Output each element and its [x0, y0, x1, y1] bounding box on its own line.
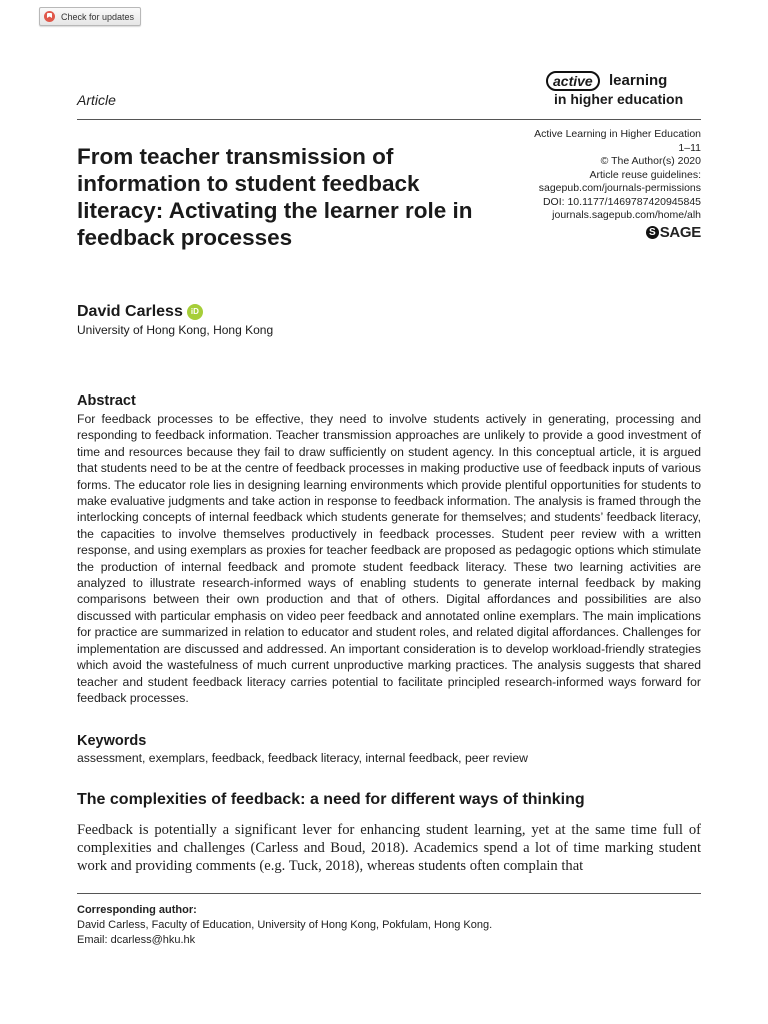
- journal-logo-line2: in higher education: [554, 91, 684, 107]
- check-for-updates-label: Check for updates: [61, 11, 135, 22]
- reuse-link[interactable]: sagepub.com/journals-permissions: [538, 182, 701, 194]
- publisher-logo: [534, 223, 701, 241]
- doi-link[interactable]: DOI: 10.1177/1469787420945845: [542, 195, 701, 208]
- article-metadata: [534, 128, 701, 239]
- section-body-text: Feedback is potentially a significant lever for enhancing student learning, yet at the same time full of complexities and challenges (Carless and Boud, 2018). Academics spend a lot of time marking student work and providing comments (e.g. Tuck, 2018), whereas students often complain that: [77, 822, 701, 874]
- journal-logo: [546, 71, 702, 111]
- author-affiliation: University of Hong Kong, Hong Kong: [77, 323, 274, 337]
- corresponding-author: [77, 903, 492, 948]
- footnote-divider: [77, 893, 701, 894]
- journal-logo-pill: active: [546, 71, 600, 91]
- author-row: [77, 303, 203, 321]
- publisher-name: SAGE: [659, 223, 701, 241]
- corresponding-author-email[interactable]: Email: dcarless@hku.hk: [77, 934, 196, 946]
- abstract-text: For feedback processes to be effective, they need to involve students actively in generating, processing and responding to feedback information. Teacher transmission approaches are unlikely to provide a good investment of time and resources because they fail to draw sufficiently on student agency. In this conceptual article, it is argued that students need to be at the centre of feedback processes in making productive use of feedback inputs of various forms. The educator role lies in designing learning environments which provide plentiful opportunities for students to make evaluative judgments and take action in response to feedback information. The analysis is framed through the interlocking concepts of internal feedback which students generate for themselves; and students’ feedback literacy, the capacities to involve themselves productively in feedback processes. Student peer review with a written response, and using exemplars as proxies for teacher feedback are proposed as pedagogic options which stimulate the production of internal feedback and promote student feedback literacy. These two learning activities are analyzed to illustrate research-informed ways of enabling students to generate internal feedback by making comparisons between their own production and that of others. Digital affordances and possibilities are also discussed with particular emphasis on video peer feedback and annotated online exemplars. The main implications for practice are summarized in relation to educator and student roles, and related digital affordances. Challenges for implementation are discussed and addressed. An important consideration is to develop workload-friendly strategies which avoid the wastefulness of much current unproductive marking practices. The analysis suggests that shared teacher and student feedback literacy carries potential to facilitate principled research-informed ways forward for feedback processes.: [77, 412, 701, 705]
- copyright: © The Author(s) 2020: [600, 155, 701, 167]
- update-icon: [44, 11, 55, 22]
- article-title: From teacher transmission of information to student feedback literacy: Activating the learner role in feedback processes: [77, 144, 473, 250]
- section-heading: The complexities of feedback: a need for different ways of thinking: [77, 791, 585, 808]
- header-divider: [77, 119, 701, 120]
- page-range: 1–11: [678, 141, 701, 154]
- journal-logo-line1: learning: [609, 72, 668, 89]
- abstract-heading: Abstract: [77, 393, 136, 409]
- sage-icon: S: [646, 226, 659, 239]
- journal-link[interactable]: journals.sagepub.com/home/alh: [552, 209, 701, 221]
- journal-name: Active Learning in Higher Education: [534, 128, 701, 140]
- reuse-label: Article reuse guidelines:: [589, 168, 701, 181]
- check-for-updates-button[interactable]: [39, 7, 141, 26]
- corresponding-author-heading: Corresponding author:: [77, 904, 197, 916]
- corresponding-author-address: David Carless, Faculty of Education, University of Hong Kong, Pokfulam, Hong Kong.: [77, 919, 493, 931]
- keywords-list: assessment, exemplars, feedback, feedback literacy, internal feedback, peer review: [77, 751, 528, 765]
- keywords-heading: Keywords: [77, 733, 147, 749]
- author-name[interactable]: David Carless: [77, 303, 183, 320]
- orcid-icon[interactable]: iD: [187, 304, 203, 320]
- article-type-label: Article: [77, 92, 116, 108]
